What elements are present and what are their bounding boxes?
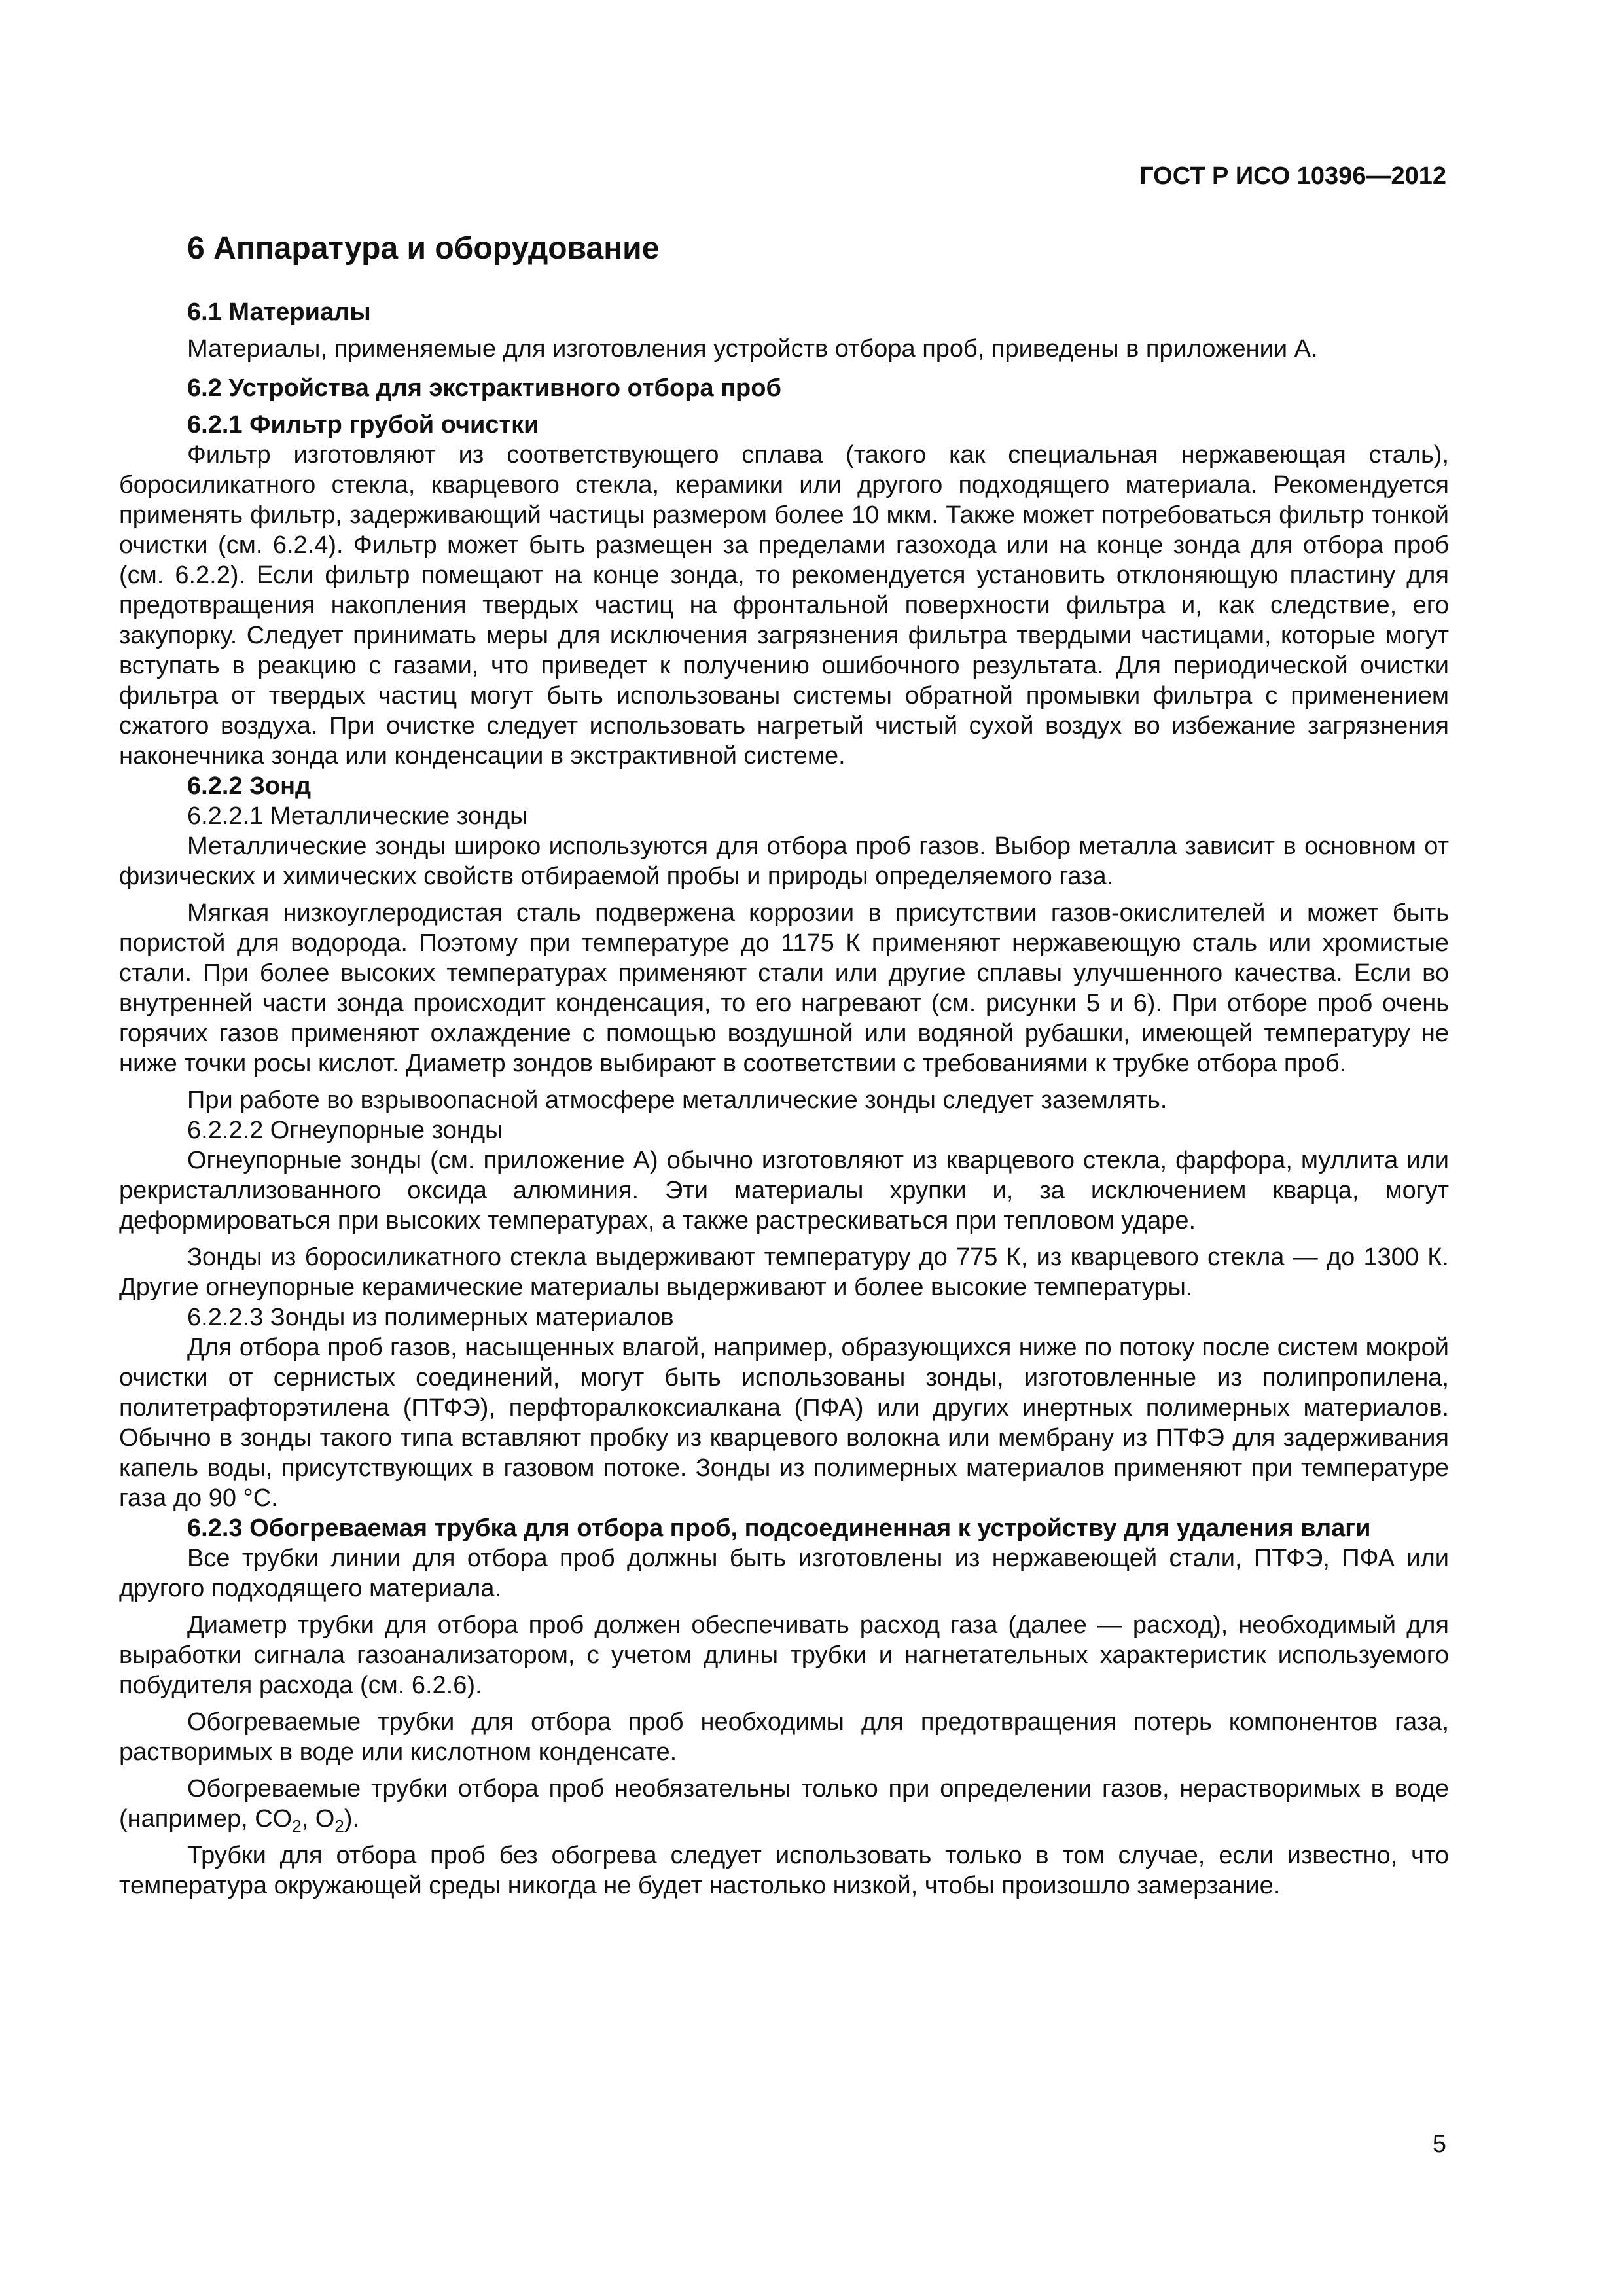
paragraph: Металлические зонды широко используются для отбора проб газов. Выбор металла зависит в основном от физических и химических свойств отбираемой пробы и природы определяемого газа. [119,833,1449,890]
document-code: ГОСТ Р ИСО 10396—2012 [1139,162,1446,190]
subsection-6-2-2-title: 6.2.2 Зонд [187,772,312,800]
subsection-6-2-1-title: 6.2.1 Фильтр грубой очистки [187,411,539,439]
paragraph: Для отбора проб газов, насыщенных влагой, например, образующихся ниже по потоку после систем мокрой очистки от сернистых соединений, могут быть использованы зонды, изготовленные из полипропилена, политетрафторэтилена (ПТФЭ), перфторалкоксиалкана (ПФА) или других инертных полимерных материалов. Обычно в зонды такого типа вставляют пробку из кварцевого волокна или мембрану из ПТФЭ для задерживания капель воды, присутствующих в газовом потоке. Зонды из полимерных материалов применяют при температуре газа до 90 °С. [119,1334,1449,1512]
paragraph: Обогреваемые трубки для отбора проб необходимы для предотвращения потерь компонентов газа, растворимых в воде или кислотном конденсате. [119,1708,1449,1766]
subsection-6-1-title: 6.1 Материалы [187,298,371,326]
subsection-6-1-text: Материалы, применяемые для изготовления устройств отбора проб, приведены в приложении А. [187,335,1318,363]
paragraph: Мягкая низкоуглеродистая сталь подвержена коррозии в присутствии газов-окислителей и может быть пористой для водорода. Поэтому при температуре до 1175 К применяют нержавеющую сталь или хромистые стали. При более высоких температурах применяют стали или другие сплавы улучшенного качества. Если во внутренней части зонда происходит конденсация, то его нагревают (см. рисунки 5 и 6). При отборе проб очень горячих газов применяют охлаждение с помощью воздушной или водяной рубашки, имеющей температуру не ниже точки росы кислот. Диаметр зондов выбирают в соответствии с требованиями к трубке отбора проб. [119,899,1449,1077]
paragraph: Трубки для отбора проб без обогрева следует использовать только в том случае, если известно, что температура окружающей среды никогда не будет настолько низкой, чтобы произошло замерзание. [119,1842,1449,1899]
subsection-6-2-1-text: Фильтр изготовляют из соответствующего сплава (такого как специальная нержавеющая сталь), боросиликатного стекла, кварцевого стекла, керамики или другого подходящего материала. Рекомендуется применять фильтр, задерживающий частицы размером более 10 мкм. Также может потребоваться фильтр тонкой очистки (см. 6.2.4). Фильтр может быть размещен за пределами газохода или на конце зонда для отбора проб (см. 6.2.2). Если фильтр помещают на конце зонда, то рекомендуется установить отклоняющую пластину для предотвращения накопления твердых частиц на фронтальной поверхности фильтра и, как следствие, его закупорку. Следует принимать меры для исключения загрязнения фильтра твердыми частицами, которые могут вступать в реакцию с газами, что приведет к получению ошибочного результата. Для периодической очистки фильтра от твердых частиц могут быть использованы системы обратной промывки фильтра с применением сжатого воздуха. При очистке следует использовать нагретый чистый сухой воздух во избежание загрязнения наконечника зонда или конденсации в экстрактивной системе. [119,441,1449,770]
paragraph: При работе во взрывоопасной атмосфере металлические зонды следует заземлять. [187,1086,1168,1114]
page-content [119,230,1449,1907]
subsection-6-2-3-title: 6.2.3 Обогреваемая трубка для отбора проб, подсоединенная к устройству для удаления влаги [187,1515,1371,1542]
section-title: 6 Аппаратура и оборудование [187,231,660,266]
paragraph: Зонды из боросиликатного стекла выдерживают температуру до 775 К, из кварцевого стекла — до 1300 К. Другие огнеупорные керамические материалы выдерживают и более высокие температуры. [119,1244,1449,1301]
subsection-6-2-2-3-title: 6.2.2.3 Зонды из полимерных материалов [187,1304,674,1331]
paragraph: Все трубки линии для отбора проб должны быть изготовлены из нержавеющей стали, ПТФЭ, ПФА или другого подходящего материала. [119,1545,1449,1602]
subsection-6-2-2-2-title: 6.2.2.2 Огнеупорные зонды [187,1117,503,1144]
paragraph: Огнеупорные зонды (см. приложение А) обычно изготовляют из кварцевого стекла, фарфора, муллита или рекристаллизованного оксида алюминия. Эти материалы хрупки и, за исключением кварца, могут деформироваться при высоких температурах, а также растрескиваться при тепловом ударе. [119,1147,1449,1234]
subsection-6-2-title: 6.2 Устройства для экстрактивного отбора проб [187,374,781,402]
subsection-6-2-2-1-title: 6.2.2.1 Металлические зонды [187,802,528,830]
paragraph: Диаметр трубки для отбора проб должен обеспечивать расход газа (далее — расход), необходимый для выработки сигнала газоанализатором, с учетом длины трубки и нагнетательных характеристик используемого побудителя расхода (см. 6.2.6). [119,1611,1449,1699]
paragraph-with-formulas: Обогреваемые трубки отбора проб необязательны только при определении газов, нерастворимых в воде (например, $CO_2$, $O_2$). [119,1775,1449,1836]
page-number: 5 [1432,2130,1446,2158]
